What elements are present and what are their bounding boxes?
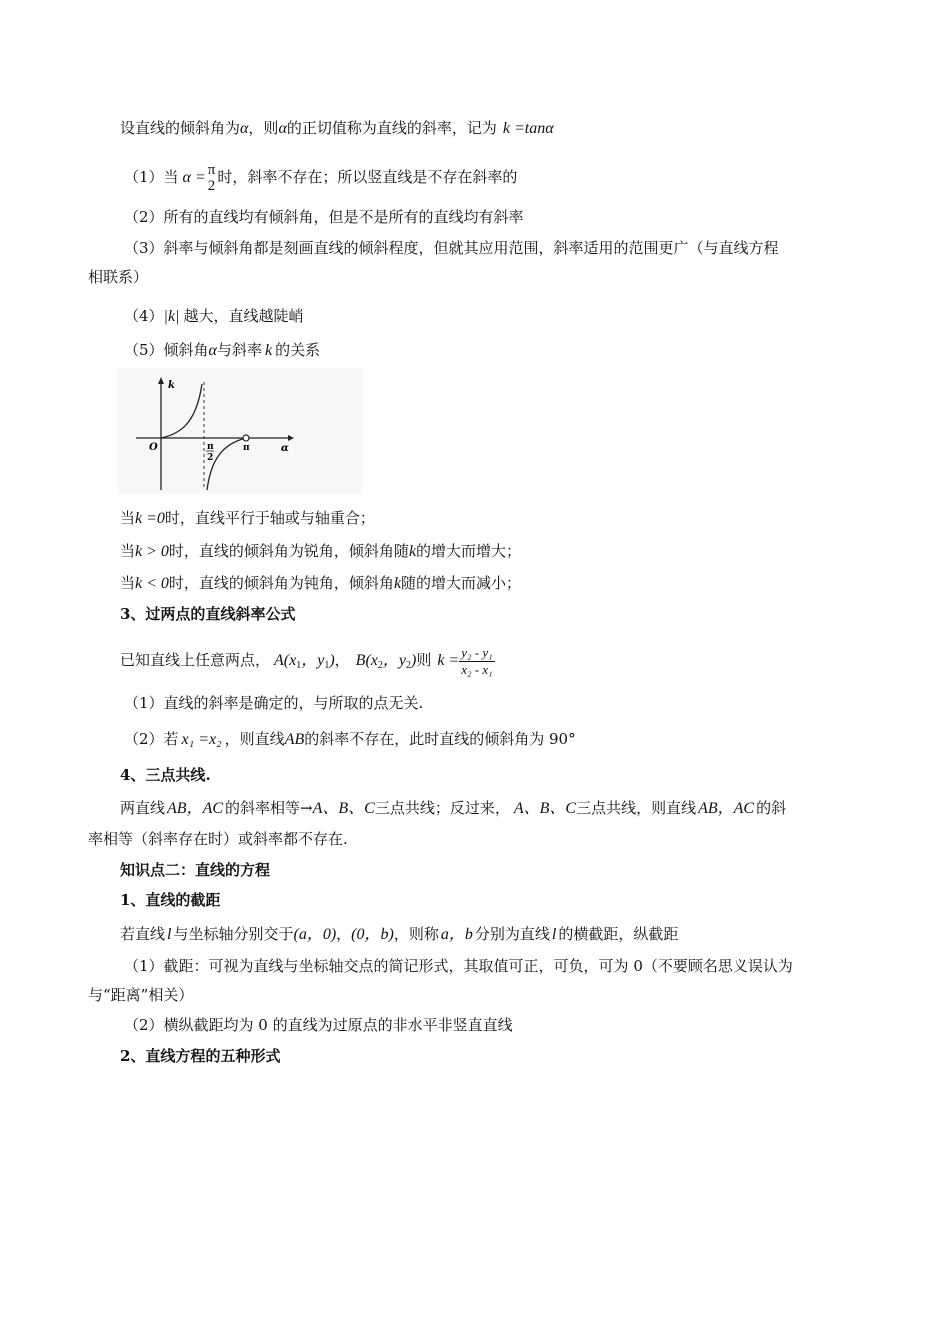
case-text: 时，直线平行于轴或与轴重合； bbox=[164, 509, 375, 527]
line-l: l bbox=[551, 926, 557, 943]
fraction-numerator: y₂ - y₁ bbox=[461, 644, 493, 660]
points-abc: A、B、C bbox=[513, 800, 577, 817]
case-text: 当 bbox=[120, 542, 136, 560]
case-k-zero bbox=[120, 508, 375, 529]
formula-text: 已知直线上任意两点， bbox=[120, 651, 271, 669]
intercept-text: 与坐标轴分别交于 bbox=[173, 925, 294, 943]
intro-text: ，则 bbox=[248, 119, 279, 137]
case-text: 时，直线的倾斜角为锐角，倾斜角随 bbox=[168, 542, 409, 560]
point-0-b: (0，b) bbox=[351, 926, 394, 943]
case-k-negative bbox=[120, 573, 521, 594]
point-a-text: ) bbox=[329, 652, 335, 669]
note-4 bbox=[124, 306, 303, 327]
x-axis-label: α bbox=[281, 443, 289, 454]
intro-text: 的正切值称为直线的斜率，记为 bbox=[286, 119, 497, 137]
slope-fraction bbox=[459, 645, 494, 678]
alpha-symbol: α bbox=[240, 120, 249, 137]
note-3-line-2: 相联系） bbox=[88, 268, 149, 286]
section-3-heading: 3、过两点的直线斜率公式 bbox=[120, 605, 296, 623]
remark-text: （2）若 bbox=[124, 730, 179, 748]
graph-background bbox=[118, 368, 362, 494]
two-point-formula bbox=[120, 640, 495, 686]
case-text: 随的增大而减小； bbox=[401, 574, 522, 592]
line-l: l bbox=[167, 926, 172, 943]
remark-1: （1）直线的斜率是确定的，与所取的点无关. bbox=[124, 694, 424, 712]
note-text: 时，斜率不存在；所以竖直线是不存在斜率的 bbox=[217, 168, 518, 186]
intercept-heading: 1、直线的截距 bbox=[120, 891, 221, 909]
slope-definition bbox=[120, 118, 554, 139]
collinear-text: 的斜率相等→ bbox=[225, 799, 313, 817]
collinear-text: 三点共线；反过来， bbox=[374, 799, 510, 817]
intercept-text: ， bbox=[336, 925, 352, 943]
x-equality: x₁ =x₂ bbox=[181, 731, 222, 748]
pi-label: π bbox=[243, 443, 250, 453]
points-abc: A、B、C bbox=[312, 800, 375, 817]
note-text: 与斜率 bbox=[216, 341, 262, 359]
collinear-line-1 bbox=[120, 798, 786, 819]
k-symbol: k bbox=[393, 575, 402, 592]
case-text: 的增大而增大； bbox=[416, 542, 522, 560]
collinear-text: 两直线 bbox=[120, 799, 166, 817]
lines-ab-ac: AB，AC bbox=[167, 800, 224, 817]
note-text: （1）当 bbox=[124, 168, 179, 186]
k-equals: k = bbox=[437, 652, 460, 669]
note-5 bbox=[124, 340, 320, 361]
note-1 bbox=[124, 160, 517, 195]
note-text: （5）倾斜角 bbox=[124, 341, 209, 359]
note-text: （4） bbox=[124, 307, 164, 325]
alpha-symbol: α bbox=[208, 342, 217, 359]
k-symbol: k bbox=[408, 543, 417, 560]
case-text: 当 bbox=[120, 574, 136, 592]
abs-k: |k| bbox=[163, 308, 180, 325]
subscript: 2 bbox=[377, 660, 383, 671]
k-condition: k =0 bbox=[135, 510, 165, 527]
point-a bbox=[274, 652, 335, 669]
point-a-0: (a，0) bbox=[293, 926, 337, 943]
k-condition: k < 0 bbox=[135, 575, 169, 592]
lines-ab-ac: AB，AC bbox=[698, 800, 755, 817]
intercept-note-2: （2）横纵截距均为 0 的直线为过原点的非水平非竖直直线 bbox=[124, 1016, 513, 1034]
intercept-note-1-line-1: （1）截距：可视为直线与坐标轴交点的简记形式，其取值可正，可负，可为 0（不要顾名思义误认为 bbox=[124, 957, 793, 975]
point-b bbox=[356, 652, 417, 669]
open-point-pi bbox=[243, 435, 249, 441]
k-condition: k > 0 bbox=[135, 543, 169, 560]
intercept-text: 若直线 bbox=[120, 925, 166, 943]
remark-text: ，则直线 bbox=[224, 730, 285, 748]
intercept-text: 分别为直线 bbox=[474, 925, 550, 943]
alpha-symbol: α bbox=[278, 120, 287, 137]
k-symbol: k bbox=[264, 342, 273, 359]
remark-text: 的斜率不存在，此时直线的倾斜角为 90° bbox=[304, 730, 576, 748]
point-a-text: A(x bbox=[274, 652, 297, 669]
line-ab: AB bbox=[284, 731, 305, 748]
subscript: 2 bbox=[405, 660, 411, 671]
section-4-heading: 4、三点共线. bbox=[120, 766, 211, 784]
pi-half-numerator: π bbox=[207, 442, 214, 452]
intercepts-ab: a，b bbox=[440, 926, 473, 943]
slope-formula: k =tanα bbox=[502, 120, 554, 137]
intercept-text: ，则称 bbox=[393, 925, 439, 943]
subscript: 1 bbox=[324, 660, 330, 671]
intercept-note-1-line-2: 与“距离”相关） bbox=[88, 986, 194, 1004]
y-axis-label: k bbox=[168, 380, 175, 391]
case-text: 时，直线的倾斜角为钝角，倾斜角 bbox=[168, 574, 394, 592]
intercept-text: 的横截距，纵截距 bbox=[558, 925, 679, 943]
note-text: 的关系 bbox=[275, 341, 321, 359]
note-3-line-1: （3）斜率与倾斜角都是刻画直线的倾斜程度，但就其应用范围，斜率适用的范围更广（与直线方程 bbox=[124, 239, 779, 257]
collinear-text: 三点共线，则直线 bbox=[576, 799, 697, 817]
formula-text: ， bbox=[334, 651, 350, 669]
fraction-denominator: 2 bbox=[207, 178, 216, 194]
point-b-text: ) bbox=[410, 652, 417, 669]
point-b-text: ，y bbox=[382, 652, 406, 669]
case-text: 当 bbox=[120, 509, 136, 527]
pi-over-2-fraction bbox=[206, 162, 218, 194]
subscript: 1 bbox=[296, 660, 302, 671]
five-forms-heading: 2、直线方程的五种形式 bbox=[120, 1047, 281, 1065]
note-2: （2）所有的直线均有倾斜角，但是不是所有的直线均有斜率 bbox=[124, 208, 524, 226]
point-b-text: B(x bbox=[355, 652, 378, 669]
case-k-positive bbox=[120, 541, 521, 562]
collinear-line-2: 率相等（斜率存在时）或斜率都不存在. bbox=[88, 830, 348, 848]
fraction-denominator: x₂ - x₁ bbox=[461, 661, 493, 677]
fraction-numerator: π bbox=[207, 162, 216, 178]
intro-text: 设直线的倾斜角为 bbox=[120, 119, 241, 137]
intercept-definition bbox=[120, 924, 678, 945]
remark-2 bbox=[124, 729, 576, 750]
alpha-equation: α = bbox=[182, 169, 206, 186]
knowledge-point-2-heading: 知识点二：直线的方程 bbox=[120, 861, 271, 879]
slope-angle-graph bbox=[118, 368, 362, 494]
formula-text: 则 bbox=[416, 651, 432, 669]
point-a-text: ，y bbox=[301, 652, 325, 669]
collinear-text: 的斜 bbox=[756, 799, 787, 817]
pi-half-denominator: 2 bbox=[207, 453, 214, 463]
note-text: 越大，直线越陡峭 bbox=[183, 307, 304, 325]
origin-label: O bbox=[149, 442, 158, 453]
